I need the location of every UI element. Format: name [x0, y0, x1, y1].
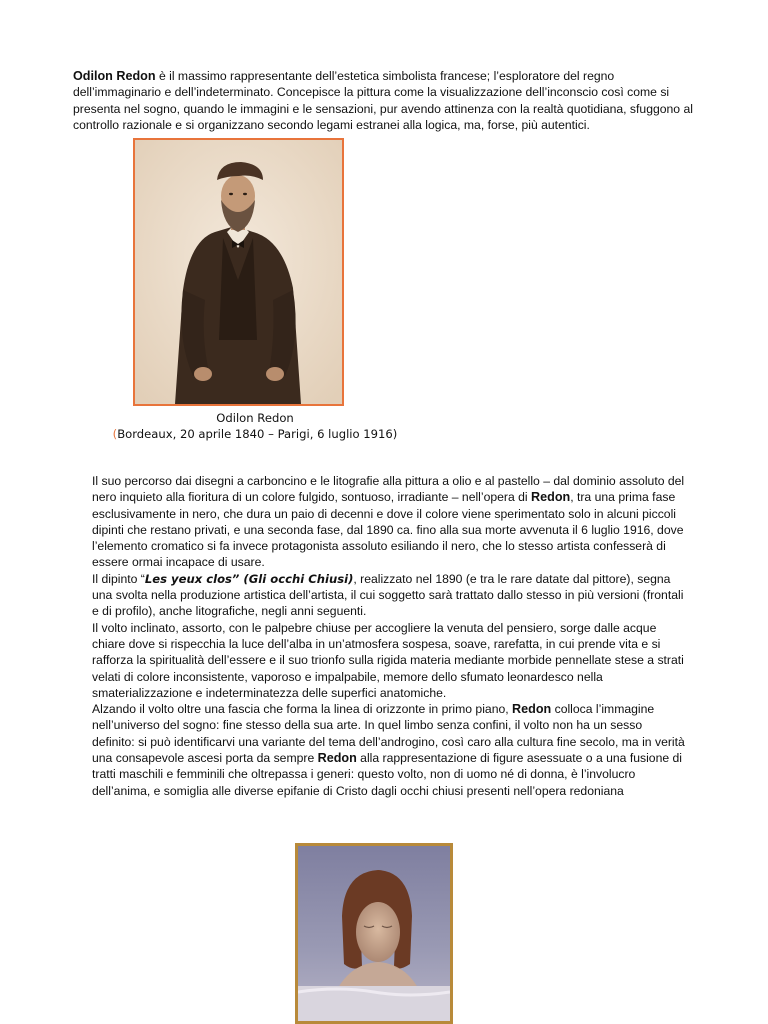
p4-name-2: Redon [317, 751, 357, 766]
p2-text-b: , realizzato nel 1890 (e tra le rare datate dal pittore), segna una svolta nella produzione artistica dell’artista, il cui soggetto sarà trattato dallo stesso in più versioni (frontali e di profilo), anche litografiche, negli anni seguenti. [92, 571, 684, 619]
portrait-caption [100, 410, 410, 442]
portrait-photo [133, 138, 344, 406]
p4-text-c: alla rappresentazione di figure asessuate o a una fusione di tratti maschili e femminili che oltrepassa i generi: questo volto, non di uomo né di donna, è l’involucro dell’anima, e somiglia alle diverse epifanie di Cristo dagli occhi chiusi presenti nell’opera redoniana [92, 751, 683, 798]
p4-name-1: Redon [512, 702, 552, 717]
intro-text: è il massimo rappresentante dell’estetica simbolista francese; l’esploratore del regno dell’immaginario e dell’indeterminato. Concepisce la pittura come la visualizzazione dell’inconscio così come si presenta nel sogno, quando le immagini e le sensazioni, pur avendo attinenza con la realtà quotidiana, sfuggono al controllo razionale e si organizzano secondo legami estranei alla logica, ma, forse, più autentici. [73, 69, 693, 132]
p1-name: Redon [531, 490, 571, 505]
body-paragraph-3: Il volto inclinato, assorto, con le palpebre chiuse per accogliere la venuta del pensiero, sorge dalle acque chiare dove si rispecchia la luce dell’alba in un’atmosfera sospesa, soave, rarefatta, in cui prende vita e si rafforza la spiritualità dell’essere e il suo trionfo sulla rigida materia mediante morbide pennellate stese a strati velati di colore inconsistente, vaporoso e impalpabile, memore dello sfumato leonardesco nella smaterializzazione e indeterminatezza delle superfici anatomiche. [92, 620, 684, 700]
painting-illustration [298, 846, 450, 1021]
painting-title: Les yeux clos” (Gli occhi Chiusi) [144, 571, 354, 586]
portrait-illustration [135, 140, 342, 404]
p4-text-a: Alzando il volto oltre una fascia che forma la linea di orizzonte in primo piano, [92, 702, 513, 717]
caption-dates: Bordeaux, 20 aprile 1840 – Parigi, 6 luglio 1916) [117, 427, 398, 441]
caption-open-paren: ( [112, 427, 118, 441]
intro-name: Odilon Redon [73, 69, 156, 83]
p2-text-a: Il dipinto “ [92, 571, 145, 586]
painting-les-yeux-clos [295, 843, 453, 1024]
body-text [92, 473, 688, 799]
p4-text-b: colloca l’immagine nell’universo del sogno: fine stesso della sua arte. In quel limbo senza confini, il volto non ha un sesso definito: si può identificarvi una variante del tema dell’androgino, così caro alla cultura fine secolo, ma in verità una consapevole ascesi porta da sempre [92, 702, 685, 766]
p1-text-b: , tra una prima fase esclusivamente in nero, che dura un paio di decenni e dove il colore viene sperimentato solo in alcuni piccoli dipinti che restano privati, e una seconda fase, dal 1890 ca. fino alla sua morte avvenuta il 6 luglio 1916, dove l’elemento cromatico si fa invece protagonista assoluto esiliando il nero, che lo stesso artista confesserà di essere ormai incapace di usare. [92, 490, 684, 570]
caption-name: Odilon Redon [216, 411, 294, 425]
intro-paragraph [73, 68, 703, 133]
body-paragraph-1 [92, 473, 688, 571]
caption-dates-line [100, 426, 410, 442]
body-paragraph-4 [92, 701, 688, 799]
p1-text-a: Il suo percorso dai disegni a carboncino e le litografie alla pittura a olio e al pastello – dal dominio assoluto del nero inquieto alla fioritura di un colore fulgido, sontuoso, irradiante – nell’opera di [92, 474, 685, 505]
body-paragraph-2 [92, 571, 688, 620]
